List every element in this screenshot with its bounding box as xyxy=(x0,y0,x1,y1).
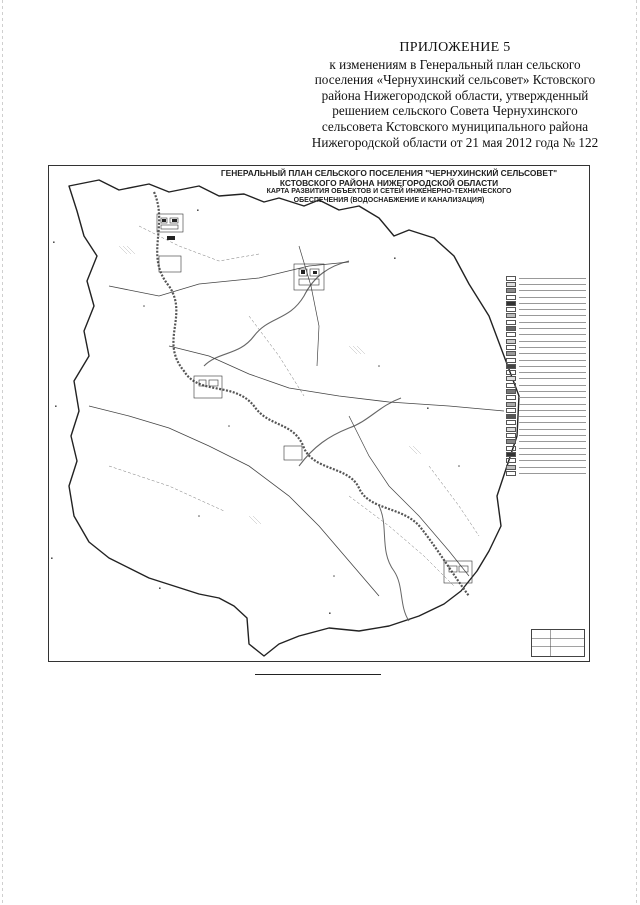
appendix-line: сельсовета Кстовского муниципального района xyxy=(321,118,589,134)
legend-swatch xyxy=(506,465,516,470)
legend-swatch xyxy=(506,452,516,457)
legend-swatch xyxy=(506,276,516,281)
legend-text xyxy=(519,297,586,298)
legend-text xyxy=(519,360,586,361)
map-place-label xyxy=(394,256,396,260)
legend-text xyxy=(519,290,586,291)
legend-swatch xyxy=(506,351,516,356)
legend-text xyxy=(519,441,586,442)
legend-swatch xyxy=(506,326,516,331)
river xyxy=(154,192,469,596)
legend-text xyxy=(519,385,586,386)
map-place-label xyxy=(53,240,55,244)
legend-text xyxy=(519,435,586,436)
legend-swatch xyxy=(506,427,516,432)
legend-text xyxy=(519,391,586,392)
scan-edge-right xyxy=(636,0,637,905)
legend-swatch xyxy=(506,439,516,444)
legend-swatch xyxy=(506,288,516,293)
legend-text xyxy=(519,372,586,373)
legend-text xyxy=(519,404,586,405)
legend-text xyxy=(519,429,586,430)
legend-text xyxy=(519,328,586,329)
legend-swatch xyxy=(506,408,516,413)
map-place-label xyxy=(197,208,199,212)
appendix-title: ПРИЛОЖЕНИЕ 5 xyxy=(399,40,511,55)
legend-text xyxy=(519,378,586,379)
general-plan-map xyxy=(48,165,590,662)
legend-text xyxy=(519,347,586,348)
map-legend xyxy=(506,269,586,619)
legend-text xyxy=(519,334,586,335)
legend-swatch xyxy=(506,339,516,344)
legend-swatch xyxy=(506,301,516,306)
legend-swatch xyxy=(506,420,516,425)
legend-swatch xyxy=(506,414,516,419)
legend-text xyxy=(519,460,586,461)
legend-item xyxy=(506,470,586,476)
legend-swatch xyxy=(506,446,516,451)
legend-swatch xyxy=(506,358,516,363)
tributary xyxy=(204,261,349,366)
map-place-label xyxy=(159,586,161,590)
legend-swatch xyxy=(506,376,516,381)
legend-swatch xyxy=(506,313,516,318)
appendix-line: Нижегородской области от 21 мая 2012 года № 122 xyxy=(311,134,599,150)
tributary xyxy=(379,506,409,621)
legend-swatch xyxy=(506,471,516,476)
legend-text xyxy=(519,309,586,310)
legend-swatch xyxy=(506,282,516,287)
title-block-stamp xyxy=(531,629,585,657)
legend-text xyxy=(519,397,586,398)
legend-swatch xyxy=(506,345,516,350)
map-place-label xyxy=(55,404,57,408)
legend-text xyxy=(519,416,586,417)
legend-text xyxy=(519,366,586,367)
map-place-label xyxy=(51,556,53,560)
map-subtitle-line: КАРТА РАЗВИТИЯ ОБЪЕКТОВ И СЕТЕЙ ИНЖЕНЕРНО-ТЕХНИЧЕСКОГО xyxy=(266,188,512,195)
appendix-heading xyxy=(300,40,610,150)
legend-text xyxy=(519,467,586,468)
legend-text xyxy=(519,422,586,423)
map-place-label xyxy=(427,406,429,410)
legend-swatch xyxy=(506,395,516,400)
legend-text xyxy=(519,353,586,354)
legend-swatch xyxy=(506,295,516,300)
appendix-line: района Нижегородской области, утвержденный xyxy=(321,87,589,103)
legend-text xyxy=(519,284,586,285)
legend-swatch xyxy=(506,370,516,375)
legend-swatch xyxy=(506,458,516,463)
legend-swatch xyxy=(506,383,516,388)
legend-text xyxy=(519,410,586,411)
legend-swatch xyxy=(506,364,516,369)
settlement-blocks xyxy=(157,214,472,583)
legend-swatch xyxy=(506,307,516,312)
signature-line xyxy=(255,674,381,675)
map-place-label xyxy=(329,611,331,615)
map-title-block xyxy=(199,168,579,205)
legend-swatch xyxy=(506,320,516,325)
legend-swatch xyxy=(506,433,516,438)
legend-text xyxy=(519,341,586,342)
legend-text xyxy=(519,303,586,304)
legend-text xyxy=(519,454,586,455)
legend-text xyxy=(519,322,586,323)
legend-text xyxy=(519,448,586,449)
legend-text xyxy=(519,278,586,279)
scan-edge-left xyxy=(2,0,3,905)
legend-text xyxy=(519,315,586,316)
road xyxy=(349,416,469,576)
legend-title xyxy=(506,269,586,273)
appendix-line: решением сельского Совета Чернухинского xyxy=(332,103,578,119)
legend-swatch xyxy=(506,389,516,394)
road xyxy=(169,346,504,411)
appendix-line: к изменениям в Генеральный план сельского xyxy=(329,56,581,72)
tributary xyxy=(299,398,401,466)
legend-swatch xyxy=(506,402,516,407)
legend-text xyxy=(519,473,586,474)
appendix-line: поселения «Чернухинский сельсовет» Кстовского xyxy=(314,72,596,88)
legend-swatch xyxy=(506,332,516,337)
map-subtitle-line: ОБЕСПЕЧЕНИЯ (ВОДОСНАБЖЕНИЕ И КАНАЛИЗАЦИЯ) xyxy=(293,196,485,204)
map-title-line: КСТОВСКОГО РАЙОНА НИЖЕГОРОДСКОЙ ОБЛАСТИ xyxy=(279,178,499,188)
terrain-hatching xyxy=(119,246,421,524)
map-title-line: ГЕНЕРАЛЬНЫЙ ПЛАН СЕЛЬСКОГО ПОСЕЛЕНИЯ "ЧЕРНУХИНСКИЙ СЕЛЬСОВЕТ" xyxy=(220,168,558,178)
